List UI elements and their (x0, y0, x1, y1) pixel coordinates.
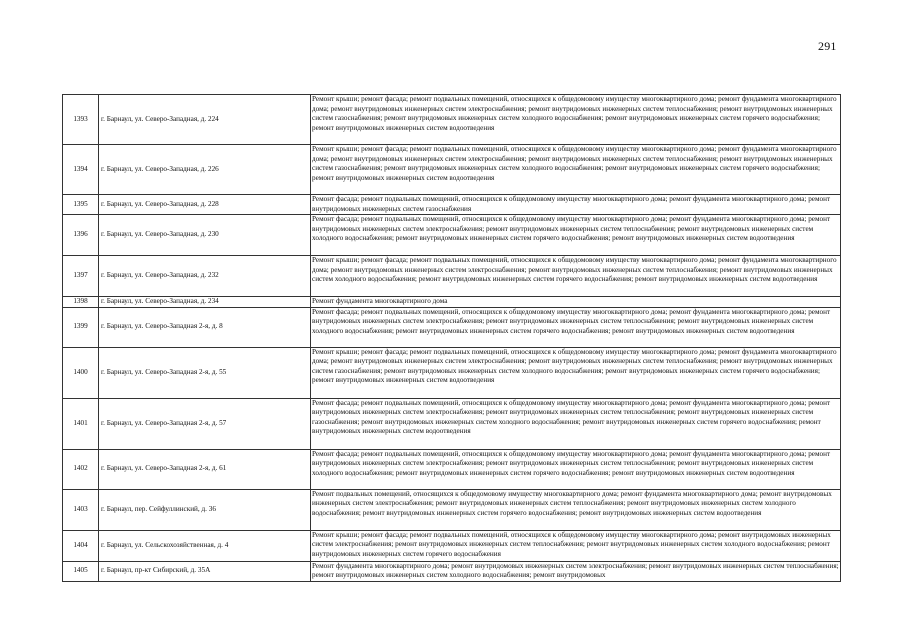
row-number-cell: 1398 (63, 297, 99, 308)
table-row (63, 530, 841, 561)
works-cell (311, 489, 841, 530)
address-cell: г. Барнаул, ул. Северо-Западная, д. 226 (99, 145, 311, 195)
row-number-cell: 1405 (63, 561, 99, 581)
works-cell (311, 347, 841, 398)
works-cell (311, 215, 841, 256)
address-cell: г. Барнаул, ул. Сельскохозяйственная, д. 4 (99, 530, 311, 561)
works-cell (311, 561, 841, 581)
address-cell: г. Барнаул, ул. Северо-Западная 2-я, д. 57 (99, 398, 311, 449)
address-cell: г. Барнаул, пер. Сейфуллинский, д. 36 (99, 489, 311, 530)
address-cell: г. Барнаул, ул. Северо-Западная, д. 234 (99, 297, 311, 308)
table-row (63, 195, 841, 215)
table-row (63, 256, 841, 297)
works-cell (311, 195, 841, 215)
works-text: Ремонт крыши; ремонт фасада; ремонт подвальных помещений, относящихся к общедомовому имуществу многоквартирного дома; ремонт фундамента многоквартирного дома; ремонт внутридомовых инженерных систем электроснабжения; ремонт внутридомовых инженерных систем теплоснабжения; ремонт внутридомовых инженерных систем холодного водоснабжения; ремонт внутридомовых инженерных систем горячего водоснабжения; ремонт внутридомовых инженерных систем водоотведения (312, 256, 837, 284)
row-number-cell: 1401 (63, 398, 99, 449)
works-cell (311, 297, 841, 308)
address-cell: г. Барнаул, ул. Северо-Западная 2-я, д. 61 (99, 449, 311, 489)
works-cell (311, 256, 841, 297)
address-cell: г. Барнаул, ул. Северо-Западная, д. 230 (99, 215, 311, 256)
repair-works-table-wrapper (62, 94, 840, 582)
repair-works-table (62, 94, 841, 582)
address-cell: г. Барнаул, ул. Северо-Западная 2-я, д. 8 (99, 307, 311, 347)
works-cell (311, 95, 841, 145)
works-text: Ремонт фундамента многоквартирного дома; ремонт внутридомовых инженерных систем электроснабжения; ремонт внутридомовых инженерных систем теплоснабжения; ремонт внутридомовых инженерных систем холодного водоснабжения; ремонт внутридомовых (312, 561, 839, 580)
row-number-cell: 1395 (63, 195, 99, 215)
works-cell (311, 307, 841, 347)
row-number-cell: 1394 (63, 145, 99, 195)
table-row (63, 145, 841, 195)
works-text: Ремонт фасада; ремонт подвальных помещений, относящихся к общедомовому имуществу многоквартирного дома; ремонт фундамента многоквартирного дома; ремонт внутридомовых инженерных систем электроснабжения; ремонт внутридомовых инженерных систем теплоснабжения; ремонт внутридомовых инженерных систем холодного водоснабжения; ремонт внутридомовых инженерных систем горячего водоснабжения; ремонт внутридомовых инженерных систем водоотведения (312, 215, 831, 243)
row-number-cell: 1402 (63, 449, 99, 489)
table-body (63, 95, 841, 582)
row-number-cell: 1403 (63, 489, 99, 530)
table-row (63, 347, 841, 398)
works-text: Ремонт фасада; ремонт подвальных помещений, относящихся к общедомовому имуществу многоквартирного дома; ремонт фундамента многоквартирного дома; ремонт внутридомовых инженерных систем газоснабжения (312, 195, 831, 213)
works-text: Ремонт фасада; ремонт подвальных помещений, относящихся к общедомовому имуществу многоквартирного дома; ремонт фундамента многоквартирного дома; ремонт внутридомовых инженерных систем электроснабжения; ремонт внутридомовых инженерных систем теплоснабжения; ремонт внутридомовых инженерных систем газоснабжения; ремонт внутридомовых инженерных систем холодного водоснабжения; ремонт внутридомовых инженерных систем горячего водоснабжения; ремонт внутридомовых инженерных систем водоотведения (312, 398, 831, 436)
works-text: Ремонт крыши; ремонт фасада; ремонт подвальных помещений, относящихся к общедомовому имуществу многоквартирного дома; ремонт фундамента многоквартирного дома; ремонт внутридомовых инженерных систем электроснабжения; ремонт внутридомовых инженерных систем теплоснабжения; ремонт внутридомовых инженерных систем газоснабжения; ремонт внутридомовых инженерных систем холодного водоснабжения; ремонт внутридомовых инженерных систем горячего водоснабжения; ремонт внутридомовых инженерных систем водоотведения (312, 347, 837, 385)
table-row (63, 561, 841, 581)
row-number-cell: 1399 (63, 307, 99, 347)
table-row (63, 449, 841, 489)
row-number-cell: 1400 (63, 347, 99, 398)
works-text: Ремонт крыши; ремонт фасада; ремонт подвальных помещений, относящихся к общедомовому имуществу многоквартирного дома; ремонт внутридомовых инженерных систем электроснабжения; ремонт внутридомовых инженерных систем теплоснабжения; ремонт внутридомовых инженерных систем холодного водоснабжения; ремонт внутридомовых инженерных систем горячего водоснабжения (312, 530, 831, 558)
address-cell: г. Барнаул, ул. Северо-Западная, д. 232 (99, 256, 311, 297)
works-cell (311, 530, 841, 561)
works-cell (311, 145, 841, 195)
row-number-cell: 1404 (63, 530, 99, 561)
works-cell (311, 398, 841, 449)
works-text: Ремонт фасада; ремонт подвальных помещений, относящихся к общедомовому имуществу многоквартирного дома; ремонт фундамента многоквартирного дома; ремонт внутридомовых инженерных систем электроснабжения; ремонт внутридомовых инженерных систем теплоснабжения; ремонт внутридомовых инженерных систем холодного водоснабжения; ремонт внутридомовых инженерных систем горячего водоснабжения; ремонт внутридомовых инженерных систем водоотведения (312, 307, 831, 335)
table-row (63, 398, 841, 449)
table-row (63, 95, 841, 145)
table-row (63, 489, 841, 530)
works-text: Ремонт фундамента многоквартирного дома (312, 297, 448, 305)
works-text: Ремонт крыши; ремонт фасада; ремонт подвальных помещений, относящихся к общедомовому имуществу многоквартирного дома; ремонт фундамента многоквартирного дома; ремонт внутридомовых инженерных систем электроснабжения; ремонт внутридомовых инженерных систем теплоснабжения; ремонт внутридомовых инженерных систем газоснабжения; ремонт внутридомовых инженерных систем холодного водоснабжения; ремонт внутридомовых инженерных систем горячего водоснабжения; ремонт внутридомовых инженерных систем водоотведения (312, 145, 837, 182)
page-number: 291 (818, 39, 837, 53)
address-cell: г. Барнаул, ул. Северо-Западная, д. 228 (99, 195, 311, 215)
table-row (63, 297, 841, 308)
row-number-cell: 1393 (63, 95, 99, 145)
address-cell: г. Барнаул, ул. Северо-Западная 2-я, д. 55 (99, 347, 311, 398)
table-row (63, 215, 841, 256)
works-text: Ремонт подвальных помещений, относящихся к общедомовому имуществу многоквартирного дома; ремонт фундамента многоквартирного дома; ремонт внутридомовых инженерных систем электроснабжения; ремонт внутридомовых инженерных систем теплоснабжения; ремонт внутридомовых инженерных систем холодного водоснабжения; ремонт внутридомовых инженерных систем горячего водоснабжения; ремонт внутридомовых инженерных систем водоотведения (312, 489, 832, 517)
works-cell (311, 449, 841, 489)
works-text: Ремонт крыши; ремонт фасада; ремонт подвальных помещений, относящихся к общедомовому имуществу многоквартирного дома; ремонт фундамента многоквартирного дома; ремонт внутридомовых инженерных систем электроснабжения; ремонт внутридомовых инженерных систем теплоснабжения; ремонт внутридомовых инженерных систем газоснабжения; ремонт внутридомовых инженерных систем холодного водоснабжения; ремонт внутридомовых инженерных систем горячего водоснабжения; ремонт внутридомовых инженерных систем водоотведения (312, 95, 837, 132)
row-number-cell: 1396 (63, 215, 99, 256)
works-text: Ремонт фасада; ремонт подвальных помещений, относящихся к общедомовому имуществу многоквартирного дома; ремонт фундамента многоквартирного дома; ремонт внутридомовых инженерных систем электроснабжения; ремонт внутридомовых инженерных систем теплоснабжения; ремонт внутридомовых инженерных систем холодного водоснабжения; ремонт внутридомовых инженерных систем горячего водоснабжения; ремонт внутридомовых инженерных систем водоотведения (312, 449, 831, 477)
row-number-cell: 1397 (63, 256, 99, 297)
address-cell: г. Барнаул, пр-кт Сибирский, д. 35А (99, 561, 311, 581)
address-cell: г. Барнаул, ул. Северо-Западная, д. 224 (99, 95, 311, 145)
table-row (63, 307, 841, 347)
